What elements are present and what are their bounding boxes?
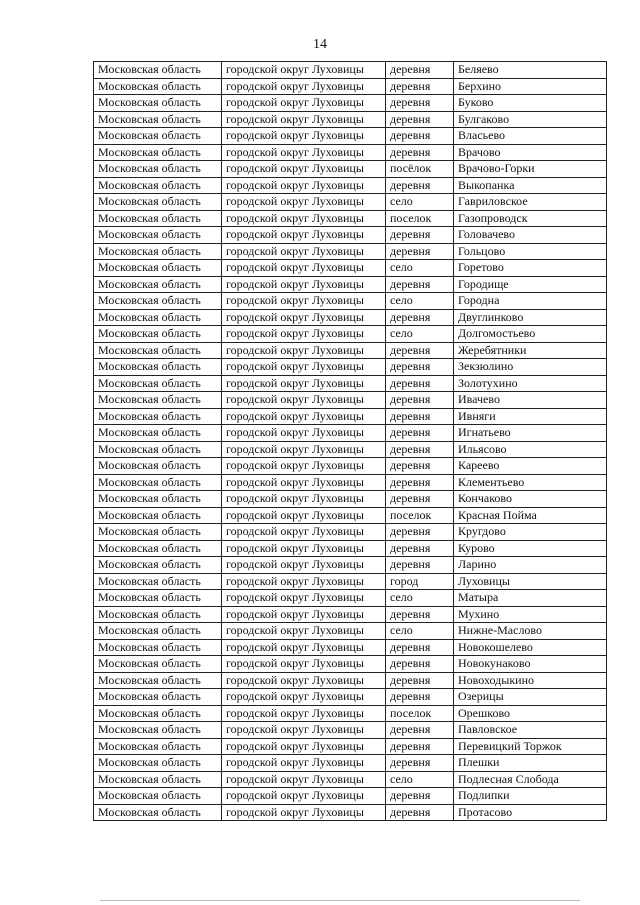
table-row: [94, 771, 607, 788]
region-cell: Московская область: [94, 62, 222, 79]
table-row: [94, 210, 607, 227]
settlement-type-cell: деревня: [386, 243, 454, 260]
table-row: [94, 474, 607, 491]
settlement-type-cell: деревня: [386, 441, 454, 458]
region-cell: Московская область: [94, 507, 222, 524]
district-cell: городской округ Луховицы: [222, 243, 386, 260]
region-cell: Московская область: [94, 524, 222, 541]
table-row: [94, 524, 607, 541]
settlement-type-cell: село: [386, 326, 454, 343]
district-cell: городской округ Луховицы: [222, 194, 386, 211]
region-cell: Московская область: [94, 771, 222, 788]
district-cell: городской округ Луховицы: [222, 227, 386, 244]
region-cell: Московская область: [94, 491, 222, 508]
settlement-name-cell: Золотухино: [454, 375, 607, 392]
settlement-name-cell: Городище: [454, 276, 607, 293]
region-cell: Московская область: [94, 95, 222, 112]
district-cell: городской округ Луховицы: [222, 491, 386, 508]
table-row: [94, 788, 607, 805]
table-row: [94, 507, 607, 524]
district-cell: городской округ Луховицы: [222, 425, 386, 442]
region-cell: Московская область: [94, 540, 222, 557]
district-cell: городской округ Луховицы: [222, 590, 386, 607]
settlement-name-cell: Протасово: [454, 804, 607, 821]
page-number: 14: [313, 37, 327, 52]
table-row: [94, 293, 607, 310]
table-row: [94, 342, 607, 359]
district-cell: городской округ Луховицы: [222, 375, 386, 392]
table-row: [94, 128, 607, 145]
settlement-type-cell: деревня: [386, 276, 454, 293]
settlement-type-cell: деревня: [386, 408, 454, 425]
settlement-name-cell: Врачово-Горки: [454, 161, 607, 178]
region-cell: Московская область: [94, 227, 222, 244]
settlement-name-cell: Выкопанка: [454, 177, 607, 194]
region-cell: Московская область: [94, 293, 222, 310]
settlement-name-cell: Нижне-Маслово: [454, 623, 607, 640]
settlement-type-cell: деревня: [386, 95, 454, 112]
settlement-type-cell: деревня: [386, 227, 454, 244]
district-cell: городской округ Луховицы: [222, 738, 386, 755]
district-cell: городской округ Луховицы: [222, 210, 386, 227]
district-cell: городской округ Луховицы: [222, 62, 386, 79]
region-cell: Московская область: [94, 458, 222, 475]
settlement-type-cell: деревня: [386, 359, 454, 376]
settlement-name-cell: Луховицы: [454, 573, 607, 590]
table-row: [94, 491, 607, 508]
settlement-type-cell: деревня: [386, 425, 454, 442]
table-row: [94, 276, 607, 293]
settlement-name-cell: Врачово: [454, 144, 607, 161]
district-cell: городской округ Луховицы: [222, 359, 386, 376]
page-bottom-edge: [100, 900, 580, 901]
region-cell: Московская область: [94, 276, 222, 293]
settlement-name-cell: Буково: [454, 95, 607, 112]
settlement-name-cell: Гавриловское: [454, 194, 607, 211]
settlement-type-cell: деревня: [386, 144, 454, 161]
region-cell: Московская область: [94, 243, 222, 260]
table-row: [94, 540, 607, 557]
district-cell: городской округ Луховицы: [222, 276, 386, 293]
settlement-name-cell: Озерицы: [454, 689, 607, 706]
settlement-name-cell: Подлипки: [454, 788, 607, 805]
region-cell: Московская область: [94, 260, 222, 277]
table-row: [94, 755, 607, 772]
region-cell: Московская область: [94, 210, 222, 227]
region-cell: Московская область: [94, 788, 222, 805]
region-cell: Московская область: [94, 194, 222, 211]
settlement-name-cell: Беляево: [454, 62, 607, 79]
settlement-name-cell: Красная Пойма: [454, 507, 607, 524]
settlement-type-cell: город: [386, 573, 454, 590]
region-cell: Московская область: [94, 78, 222, 95]
region-cell: Московская область: [94, 425, 222, 442]
region-cell: Московская область: [94, 144, 222, 161]
table-row: [94, 656, 607, 673]
table-row: [94, 194, 607, 211]
region-cell: Московская область: [94, 161, 222, 178]
settlement-name-cell: Городна: [454, 293, 607, 310]
settlement-type-cell: деревня: [386, 524, 454, 541]
settlement-name-cell: Долгомостьево: [454, 326, 607, 343]
region-cell: Московская область: [94, 177, 222, 194]
table-row: [94, 722, 607, 739]
district-cell: городской округ Луховицы: [222, 689, 386, 706]
district-cell: городской округ Луховицы: [222, 177, 386, 194]
settlement-type-cell: деревня: [386, 62, 454, 79]
region-cell: Московская область: [94, 804, 222, 821]
district-cell: городской округ Луховицы: [222, 95, 386, 112]
district-cell: городской округ Луховицы: [222, 540, 386, 557]
district-cell: городской округ Луховицы: [222, 656, 386, 673]
table-row: [94, 260, 607, 277]
settlement-name-cell: Новокунаково: [454, 656, 607, 673]
district-cell: городской округ Луховицы: [222, 392, 386, 409]
settlement-type-cell: посёлок: [386, 161, 454, 178]
settlement-name-cell: Двуглинково: [454, 309, 607, 326]
settlement-name-cell: Ларино: [454, 557, 607, 574]
settlement-type-cell: деревня: [386, 540, 454, 557]
table-row: [94, 804, 607, 821]
region-cell: Московская область: [94, 689, 222, 706]
settlement-type-cell: деревня: [386, 128, 454, 145]
settlement-type-cell: поселок: [386, 507, 454, 524]
district-cell: городской округ Луховицы: [222, 309, 386, 326]
settlements-table-body: [94, 62, 607, 821]
district-cell: городской округ Луховицы: [222, 326, 386, 343]
table-row: [94, 78, 607, 95]
district-cell: городской округ Луховицы: [222, 557, 386, 574]
settlement-type-cell: деревня: [386, 392, 454, 409]
region-cell: Московская область: [94, 326, 222, 343]
settlement-type-cell: деревня: [386, 557, 454, 574]
settlement-name-cell: Гольцово: [454, 243, 607, 260]
settlement-name-cell: Кареево: [454, 458, 607, 475]
table-row: [94, 573, 607, 590]
table-row: [94, 392, 607, 409]
settlement-type-cell: село: [386, 623, 454, 640]
settlement-type-cell: деревня: [386, 804, 454, 821]
settlement-name-cell: Ивняги: [454, 408, 607, 425]
district-cell: городской округ Луховицы: [222, 144, 386, 161]
table-row: [94, 161, 607, 178]
settlement-type-cell: деревня: [386, 689, 454, 706]
district-cell: городской округ Луховицы: [222, 342, 386, 359]
district-cell: городской округ Луховицы: [222, 639, 386, 656]
settlement-name-cell: Игнатьево: [454, 425, 607, 442]
district-cell: городской округ Луховицы: [222, 804, 386, 821]
settlement-name-cell: Новокошелево: [454, 639, 607, 656]
district-cell: городской округ Луховицы: [222, 722, 386, 739]
settlement-name-cell: Орешково: [454, 705, 607, 722]
table-row: [94, 326, 607, 343]
region-cell: Московская область: [94, 474, 222, 491]
district-cell: городской округ Луховицы: [222, 755, 386, 772]
table-row: [94, 144, 607, 161]
region-cell: Московская область: [94, 738, 222, 755]
table-row: [94, 408, 607, 425]
settlement-type-cell: деревня: [386, 342, 454, 359]
settlement-name-cell: Матыра: [454, 590, 607, 607]
region-cell: Московская область: [94, 309, 222, 326]
table-row: [94, 359, 607, 376]
settlement-name-cell: Головачево: [454, 227, 607, 244]
settlement-name-cell: Перевицкий Торжок: [454, 738, 607, 755]
district-cell: городской округ Луховицы: [222, 78, 386, 95]
settlement-type-cell: деревня: [386, 656, 454, 673]
region-cell: Московская область: [94, 722, 222, 739]
settlement-type-cell: поселок: [386, 210, 454, 227]
settlement-type-cell: деревня: [386, 111, 454, 128]
table-row: [94, 623, 607, 640]
table-row: [94, 425, 607, 442]
settlement-type-cell: деревня: [386, 458, 454, 475]
region-cell: Московская область: [94, 342, 222, 359]
table-row: [94, 375, 607, 392]
table-row: [94, 177, 607, 194]
settlement-type-cell: село: [386, 293, 454, 310]
settlement-name-cell: Зекзюлино: [454, 359, 607, 376]
table-row: [94, 111, 607, 128]
settlement-name-cell: Ивачево: [454, 392, 607, 409]
settlement-type-cell: поселок: [386, 705, 454, 722]
settlement-type-cell: деревня: [386, 788, 454, 805]
district-cell: городской округ Луховицы: [222, 524, 386, 541]
settlement-type-cell: деревня: [386, 177, 454, 194]
table-row: [94, 441, 607, 458]
settlement-name-cell: Курово: [454, 540, 607, 557]
region-cell: Московская область: [94, 590, 222, 607]
district-cell: городской округ Луховицы: [222, 260, 386, 277]
settlement-name-cell: Газопроводск: [454, 210, 607, 227]
district-cell: городской округ Луховицы: [222, 111, 386, 128]
region-cell: Московская область: [94, 755, 222, 772]
settlement-name-cell: Подлесная Слобода: [454, 771, 607, 788]
settlement-name-cell: Плешки: [454, 755, 607, 772]
settlement-name-cell: Клементьево: [454, 474, 607, 491]
settlement-type-cell: деревня: [386, 722, 454, 739]
district-cell: городской округ Луховицы: [222, 771, 386, 788]
region-cell: Московская область: [94, 128, 222, 145]
table-row: [94, 672, 607, 689]
table-row: [94, 95, 607, 112]
settlement-name-cell: Ильясово: [454, 441, 607, 458]
region-cell: Московская область: [94, 111, 222, 128]
district-cell: городской округ Луховицы: [222, 507, 386, 524]
settlement-type-cell: деревня: [386, 309, 454, 326]
district-cell: городской округ Луховицы: [222, 788, 386, 805]
settlement-name-cell: Кончаково: [454, 491, 607, 508]
settlement-name-cell: Павловское: [454, 722, 607, 739]
region-cell: Московская область: [94, 441, 222, 458]
settlement-type-cell: деревня: [386, 491, 454, 508]
region-cell: Московская область: [94, 408, 222, 425]
settlement-type-cell: село: [386, 590, 454, 607]
district-cell: городской округ Луховицы: [222, 441, 386, 458]
region-cell: Московская область: [94, 359, 222, 376]
district-cell: городской округ Луховицы: [222, 161, 386, 178]
district-cell: городской округ Луховицы: [222, 474, 386, 491]
district-cell: городской округ Луховицы: [222, 293, 386, 310]
settlement-name-cell: Власьево: [454, 128, 607, 145]
settlement-type-cell: деревня: [386, 474, 454, 491]
settlement-type-cell: деревня: [386, 738, 454, 755]
settlement-name-cell: Жеребятники: [454, 342, 607, 359]
region-cell: Московская область: [94, 639, 222, 656]
table-row: [94, 309, 607, 326]
table-row: [94, 458, 607, 475]
table-row: [94, 243, 607, 260]
settlement-type-cell: село: [386, 771, 454, 788]
district-cell: городской округ Луховицы: [222, 408, 386, 425]
table-row: [94, 62, 607, 79]
settlement-name-cell: Горетово: [454, 260, 607, 277]
region-cell: Московская область: [94, 705, 222, 722]
table-row: [94, 705, 607, 722]
region-cell: Московская область: [94, 656, 222, 673]
table-row: [94, 557, 607, 574]
settlement-name-cell: Кругдово: [454, 524, 607, 541]
district-cell: городской округ Луховицы: [222, 623, 386, 640]
table-row: [94, 590, 607, 607]
table-row: [94, 639, 607, 656]
table-row: [94, 738, 607, 755]
region-cell: Московская область: [94, 672, 222, 689]
region-cell: Московская область: [94, 573, 222, 590]
settlement-type-cell: село: [386, 260, 454, 277]
settlement-type-cell: деревня: [386, 375, 454, 392]
settlement-name-cell: Берхино: [454, 78, 607, 95]
region-cell: Московская область: [94, 606, 222, 623]
region-cell: Московская область: [94, 392, 222, 409]
district-cell: городской округ Луховицы: [222, 672, 386, 689]
table-row: [94, 689, 607, 706]
district-cell: городской округ Луховицы: [222, 128, 386, 145]
region-cell: Московская область: [94, 557, 222, 574]
region-cell: Московская область: [94, 375, 222, 392]
district-cell: городской округ Луховицы: [222, 606, 386, 623]
district-cell: городской округ Луховицы: [222, 573, 386, 590]
settlement-name-cell: Новоходыкино: [454, 672, 607, 689]
settlement-type-cell: село: [386, 194, 454, 211]
settlement-type-cell: деревня: [386, 672, 454, 689]
settlement-type-cell: деревня: [386, 78, 454, 95]
district-cell: городской округ Луховицы: [222, 458, 386, 475]
table-row: [94, 227, 607, 244]
settlement-name-cell: Мухино: [454, 606, 607, 623]
settlements-table: [93, 61, 607, 821]
settlement-type-cell: деревня: [386, 639, 454, 656]
table-row: [94, 606, 607, 623]
settlement-type-cell: деревня: [386, 755, 454, 772]
settlement-type-cell: деревня: [386, 606, 454, 623]
settlement-name-cell: Булгаково: [454, 111, 607, 128]
district-cell: городской округ Луховицы: [222, 705, 386, 722]
region-cell: Московская область: [94, 623, 222, 640]
